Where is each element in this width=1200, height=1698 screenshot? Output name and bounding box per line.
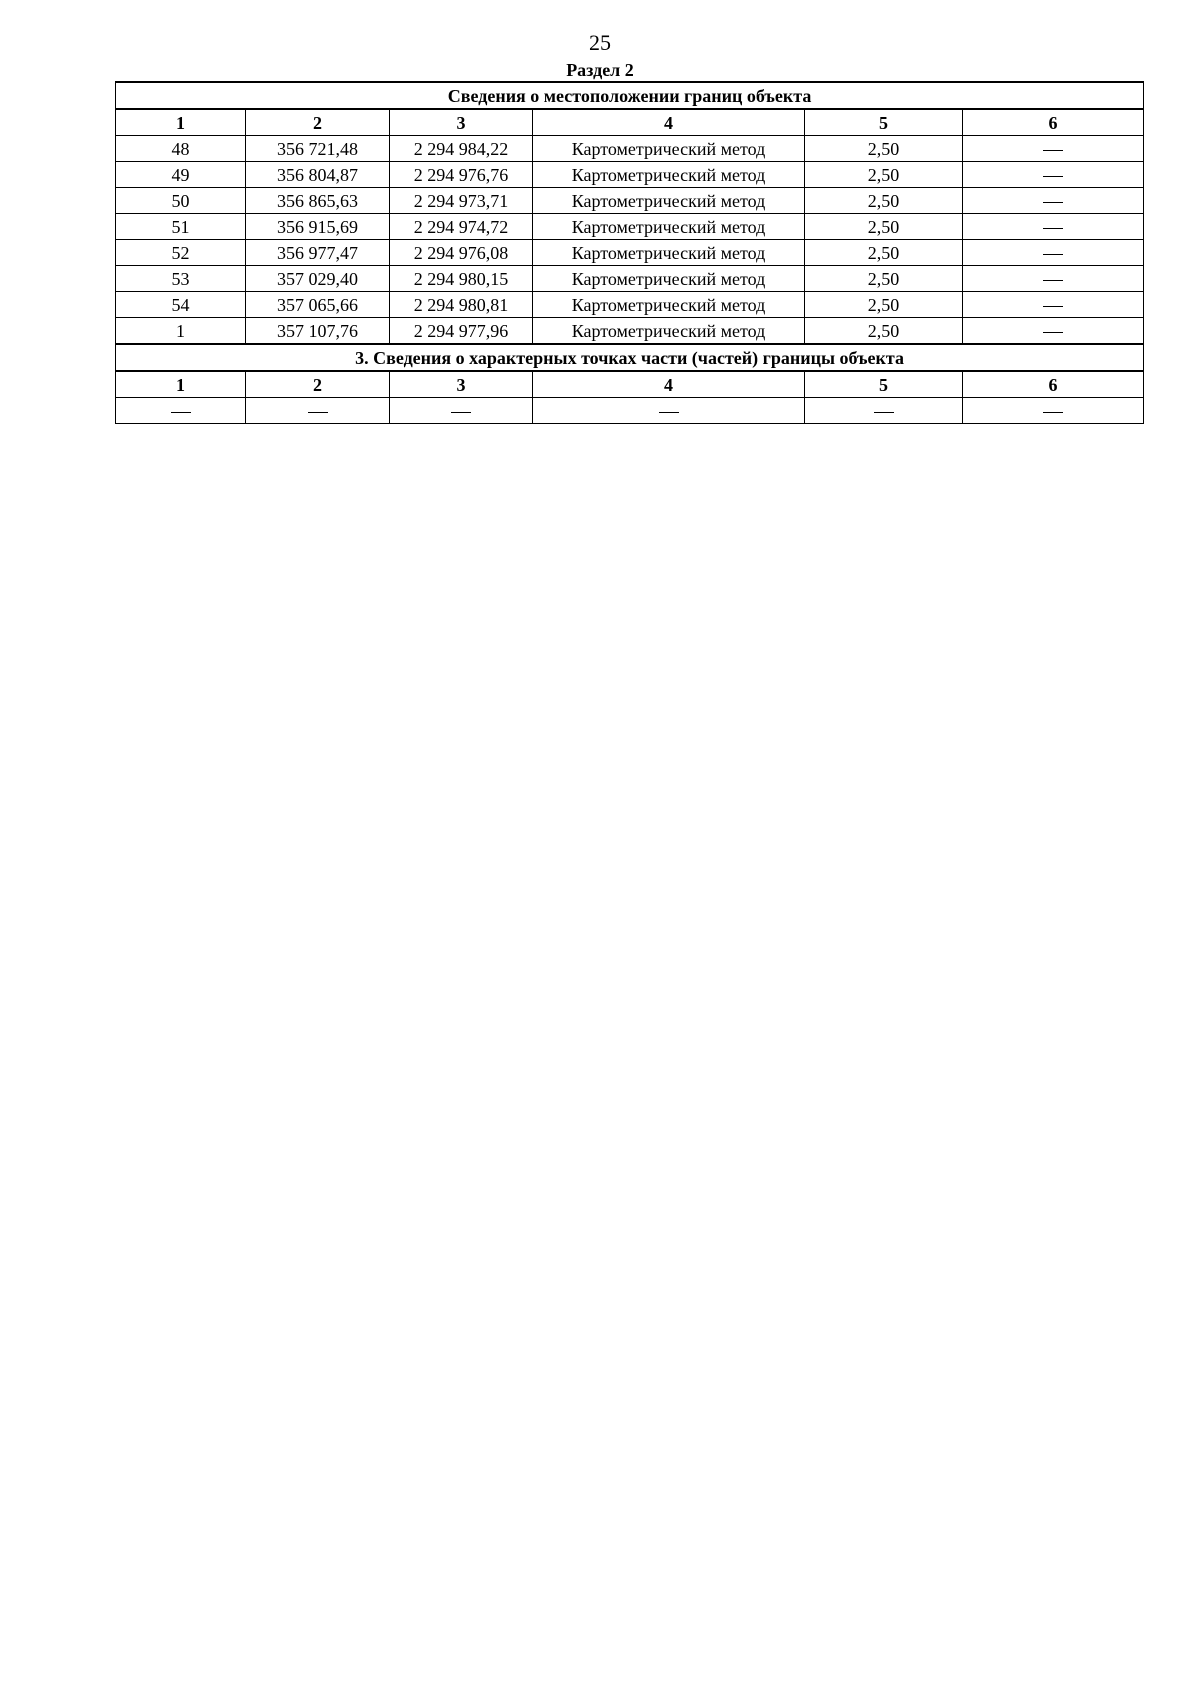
method-cell: Картометрический метод <box>533 136 805 162</box>
point-number-cell: 48 <box>116 136 246 162</box>
column-number: 1 <box>116 371 246 398</box>
accuracy-cell: 2,50 <box>805 240 963 266</box>
y-coordinate-cell: 2 294 976,76 <box>390 162 533 188</box>
method-cell: Картометрический метод <box>533 214 805 240</box>
point-number-cell: 49 <box>116 162 246 188</box>
description-cell <box>963 318 1144 345</box>
dash-mark <box>171 412 191 413</box>
description-cell <box>963 162 1144 188</box>
column-number: 2 <box>246 371 390 398</box>
column-number: 5 <box>805 109 963 136</box>
x-coordinate-cell: 356 804,87 <box>246 162 390 188</box>
column-number: 3 <box>390 109 533 136</box>
dash-mark <box>874 412 894 413</box>
description-cell <box>963 136 1144 162</box>
dash-mark <box>451 412 471 413</box>
part-table-row <box>116 398 1144 424</box>
description-cell <box>963 398 1144 424</box>
column-number: 4 <box>533 371 805 398</box>
point-number-cell: 53 <box>116 266 246 292</box>
table-row <box>116 188 1144 214</box>
dash-mark <box>1043 176 1063 177</box>
dash-mark <box>659 412 679 413</box>
method-cell: Картометрический метод <box>533 292 805 318</box>
point-number-cell: 54 <box>116 292 246 318</box>
x-coordinate-cell: 357 065,66 <box>246 292 390 318</box>
x-coordinate-cell: 357 029,40 <box>246 266 390 292</box>
column-number: 4 <box>533 109 805 136</box>
point-number-cell: 52 <box>116 240 246 266</box>
point-number-cell: 1 <box>116 318 246 345</box>
accuracy-cell: 2,50 <box>805 318 963 345</box>
table-row <box>116 214 1144 240</box>
dash-mark <box>308 412 328 413</box>
dash-mark <box>1043 150 1063 151</box>
table-row <box>116 318 1144 345</box>
accuracy-cell: 2,50 <box>805 266 963 292</box>
dash-mark <box>1043 202 1063 203</box>
x-coordinate-cell <box>246 398 390 424</box>
table-row <box>116 136 1144 162</box>
y-coordinate-cell: 2 294 974,72 <box>390 214 533 240</box>
point-number-cell: 50 <box>116 188 246 214</box>
part-section-caption-row <box>116 344 1144 371</box>
accuracy-cell <box>805 398 963 424</box>
dash-mark <box>1043 254 1063 255</box>
x-coordinate-cell: 356 977,47 <box>246 240 390 266</box>
boundary-table <box>115 81 1144 424</box>
y-coordinate-cell: 2 294 973,71 <box>390 188 533 214</box>
y-coordinate-cell: 2 294 976,08 <box>390 240 533 266</box>
accuracy-cell: 2,50 <box>805 214 963 240</box>
table-row <box>116 240 1144 266</box>
column-number: 6 <box>963 371 1144 398</box>
x-coordinate-cell: 356 865,63 <box>246 188 390 214</box>
method-cell <box>533 398 805 424</box>
y-coordinate-cell: 2 294 980,81 <box>390 292 533 318</box>
table-row <box>116 292 1144 318</box>
accuracy-cell: 2,50 <box>805 292 963 318</box>
table-caption-row <box>116 82 1144 109</box>
method-cell: Картометрический метод <box>533 188 805 214</box>
y-coordinate-cell <box>390 398 533 424</box>
description-cell <box>963 188 1144 214</box>
y-coordinate-cell: 2 294 984,22 <box>390 136 533 162</box>
accuracy-cell: 2,50 <box>805 188 963 214</box>
part-column-number-row <box>116 371 1144 398</box>
accuracy-cell: 2,50 <box>805 136 963 162</box>
x-coordinate-cell: 357 107,76 <box>246 318 390 345</box>
dash-mark <box>1043 228 1063 229</box>
dash-mark <box>1043 412 1063 413</box>
column-number-row <box>116 109 1144 136</box>
dash-mark <box>1043 280 1063 281</box>
method-cell: Картометрический метод <box>533 240 805 266</box>
table-body <box>116 82 1144 424</box>
accuracy-cell: 2,50 <box>805 162 963 188</box>
part-section-caption: 3. Сведения о характерных точках части (частей) границы объекта <box>116 344 1144 371</box>
description-cell <box>963 214 1144 240</box>
section-title: Раздел 2 <box>566 60 634 80</box>
column-number: 1 <box>116 109 246 136</box>
x-coordinate-cell: 356 721,48 <box>246 136 390 162</box>
point-number-cell: 51 <box>116 214 246 240</box>
table-caption: Сведения о местоположении границ объекта <box>116 82 1144 109</box>
y-coordinate-cell: 2 294 977,96 <box>390 318 533 345</box>
y-coordinate-cell: 2 294 980,15 <box>390 266 533 292</box>
description-cell <box>963 266 1144 292</box>
column-number: 2 <box>246 109 390 136</box>
method-cell: Картометрический метод <box>533 162 805 188</box>
dash-mark <box>1043 332 1063 333</box>
table-row <box>116 162 1144 188</box>
x-coordinate-cell: 356 915,69 <box>246 214 390 240</box>
method-cell: Картометрический метод <box>533 266 805 292</box>
page-number: 25 <box>589 30 611 55</box>
column-number: 5 <box>805 371 963 398</box>
point-number-cell <box>116 398 246 424</box>
method-cell: Картометрический метод <box>533 318 805 345</box>
column-number: 6 <box>963 109 1144 136</box>
table-row <box>116 266 1144 292</box>
dash-mark <box>1043 306 1063 307</box>
description-cell <box>963 292 1144 318</box>
column-number: 3 <box>390 371 533 398</box>
description-cell <box>963 240 1144 266</box>
